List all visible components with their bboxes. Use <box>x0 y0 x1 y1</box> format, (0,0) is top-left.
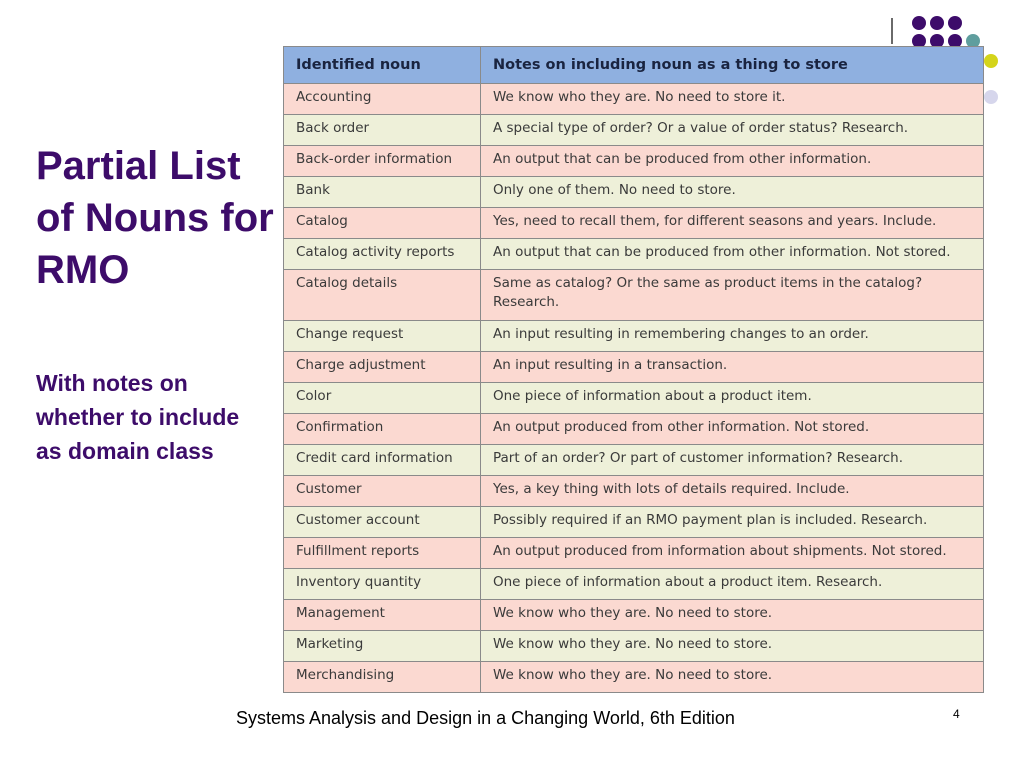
notes-cell: We know who they are. No need to store it. <box>481 84 984 115</box>
decorative-dot-icon <box>984 90 998 104</box>
notes-cell: An output produced from information about shipments. Not stored. <box>481 538 984 569</box>
notes-cell: An output that can be produced from other information. Not stored. <box>481 239 984 270</box>
notes-cell: One piece of information about a product item. Research. <box>481 569 984 600</box>
table-row <box>284 414 984 445</box>
notes-cell: Yes, need to recall them, for different seasons and years. Include. <box>481 208 984 239</box>
noun-cell: Marketing <box>284 631 481 662</box>
noun-cell: Change request <box>284 321 481 352</box>
table-row <box>284 631 984 662</box>
noun-cell: Customer account <box>284 507 481 538</box>
noun-cell: Back order <box>284 115 481 146</box>
table-row <box>284 662 984 693</box>
footer-text: Systems Analysis and Design in a Changing World, 6th Edition <box>236 708 735 728</box>
notes-cell: An input resulting in a transaction. <box>481 352 984 383</box>
noun-cell: Fulfillment reports <box>284 538 481 569</box>
table-row <box>284 538 984 569</box>
noun-cell: Customer <box>284 476 481 507</box>
table-row <box>284 321 984 352</box>
table-row <box>284 476 984 507</box>
page-number: 4 <box>953 707 960 721</box>
notes-cell: Part of an order? Or part of customer information? Research. <box>481 445 984 476</box>
decorative-dot-icon <box>912 16 926 30</box>
noun-cell: Credit card information <box>284 445 481 476</box>
header-notes: Notes on including noun as a thing to store <box>481 47 984 84</box>
decorative-dot-icon <box>948 16 962 30</box>
notes-cell: An input resulting in remembering changes to an order. <box>481 321 984 352</box>
noun-cell: Bank <box>284 177 481 208</box>
noun-cell: Catalog activity reports <box>284 239 481 270</box>
slide-title: Partial List of Nouns for RMO <box>36 144 274 292</box>
table-row <box>284 84 984 115</box>
table-row <box>284 115 984 146</box>
table-header-row <box>284 47 984 84</box>
decorative-dot-icon <box>984 54 998 68</box>
notes-cell: We know who they are. No need to store. <box>481 631 984 662</box>
slide-subtitle: With notes on whether to include as domain class <box>36 370 240 464</box>
table-row <box>284 177 984 208</box>
table-row <box>284 239 984 270</box>
noun-cell: Charge adjustment <box>284 352 481 383</box>
notes-cell: We know who they are. No need to store. <box>481 662 984 693</box>
table-row <box>284 445 984 476</box>
notes-cell: A special type of order? Or a value of order status? Research. <box>481 115 984 146</box>
table-row <box>284 383 984 414</box>
notes-cell: An output that can be produced from other information. <box>481 146 984 177</box>
noun-cell: Catalog details <box>284 270 481 321</box>
noun-cell: Confirmation <box>284 414 481 445</box>
header-identified-noun: Identified noun <box>284 47 481 84</box>
noun-cell: Color <box>284 383 481 414</box>
notes-cell: An output produced from other information. Not stored. <box>481 414 984 445</box>
noun-cell: Merchandising <box>284 662 481 693</box>
notes-cell: One piece of information about a product item. <box>481 383 984 414</box>
notes-cell: Possibly required if an RMO payment plan is included. Research. <box>481 507 984 538</box>
table-row <box>284 146 984 177</box>
noun-cell: Inventory quantity <box>284 569 481 600</box>
table-row <box>284 569 984 600</box>
noun-cell: Management <box>284 600 481 631</box>
noun-cell: Catalog <box>284 208 481 239</box>
noun-cell: Accounting <box>284 84 481 115</box>
table-row <box>284 600 984 631</box>
notes-cell: Only one of them. No need to store. <box>481 177 984 208</box>
table-row <box>284 270 984 321</box>
nouns-table <box>283 46 984 693</box>
noun-cell: Back-order information <box>284 146 481 177</box>
table-body <box>284 84 984 693</box>
decorative-divider <box>891 18 893 44</box>
notes-cell: Same as catalog? Or the same as product items in the catalog? Research. <box>481 270 984 321</box>
notes-cell: Yes, a key thing with lots of details required. Include. <box>481 476 984 507</box>
table-row <box>284 352 984 383</box>
notes-cell: We know who they are. No need to store. <box>481 600 984 631</box>
decorative-dot-icon <box>930 16 944 30</box>
table-row <box>284 507 984 538</box>
table-row <box>284 208 984 239</box>
